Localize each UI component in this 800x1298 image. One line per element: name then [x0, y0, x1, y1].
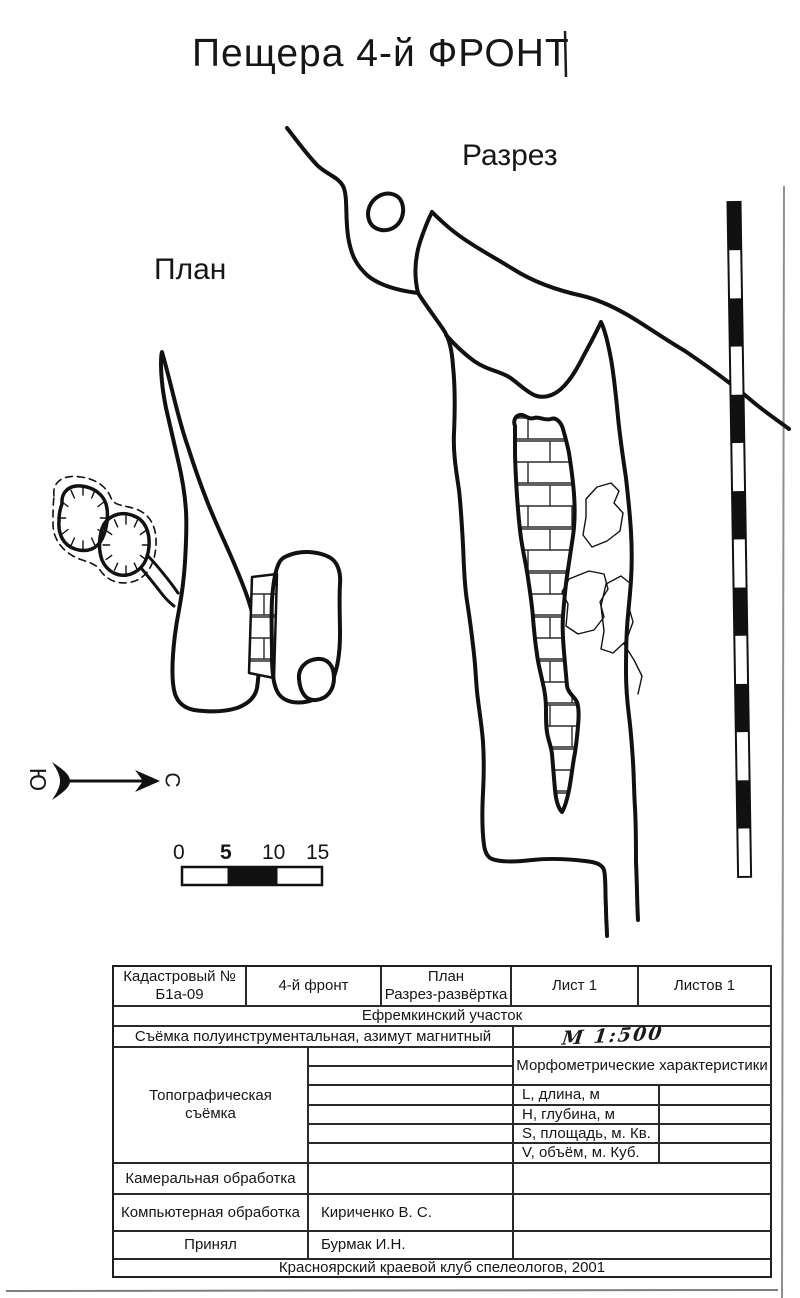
- breakdown-block: [583, 483, 623, 547]
- morpho-value-volume: [660, 1144, 770, 1164]
- plan-small-oval-block: [299, 659, 334, 700]
- morpho-value-area: [660, 1125, 770, 1144]
- morpho-value-depth: [660, 1106, 770, 1125]
- scale-tick-0: 0: [173, 841, 185, 864]
- area-cell: Ефремкинский участок: [114, 1007, 770, 1027]
- vertical-scale-bar: [728, 202, 752, 877]
- topo-line2: съёмка: [185, 1105, 236, 1122]
- section-boulder-blob: [368, 194, 403, 231]
- computer-processing-extra: [514, 1195, 770, 1232]
- north-letter: [160, 768, 184, 792]
- morpho-header-cell: Морфометрические характеристики: [514, 1048, 770, 1086]
- survey-method-cell: Съёмка полуинструментальная, азимут магнитный: [114, 1027, 514, 1048]
- north-arrow-fletching: [52, 762, 70, 800]
- scale-tick-15: 15: [306, 841, 330, 864]
- cave-name-cell: 4-й фронт: [247, 967, 382, 1007]
- surveyor-blank-row: [309, 1086, 514, 1106]
- section-entrance-edge: [416, 212, 432, 293]
- plan-drawing: [53, 352, 340, 711]
- north-arrow: [52, 762, 160, 800]
- page-edge-artifact-right: [782, 186, 784, 1298]
- surveyor-blank-row: [309, 1144, 514, 1164]
- accepted-value: Бурмак И.Н.: [309, 1232, 514, 1260]
- horizontal-scale-bar: [182, 867, 322, 885]
- section-limestone-pillar: [514, 415, 578, 812]
- cadastre-label: Кадастровый №: [123, 968, 236, 986]
- view-line2: Разрез-развёртка: [384, 986, 508, 1003]
- section-left-wall-and-floor: [418, 293, 607, 936]
- entrance-connecting-passage: [141, 568, 174, 606]
- sheet-cell: Лист 1: [512, 967, 639, 1007]
- cadastre-value: Б1а-09: [155, 986, 204, 1003]
- morpho-label-length: L, длина, м: [514, 1086, 660, 1106]
- section-drawing: [287, 128, 789, 936]
- south-letter: [25, 766, 52, 793]
- surveyor-blank-row: [309, 1048, 514, 1067]
- morpho-label-depth: Н, глубина, м: [514, 1106, 660, 1125]
- topo-survey-cell: [114, 1048, 309, 1164]
- views-cell: [382, 967, 512, 1007]
- accepted-extra: [514, 1232, 770, 1260]
- title-block-table: [112, 965, 772, 1278]
- plan-main-passage: [161, 352, 259, 711]
- entrance-connecting-passage: [147, 555, 178, 593]
- accepted-cell: Принял: [114, 1232, 309, 1260]
- sheets-total-cell: Листов 1: [639, 967, 770, 1007]
- topo-line1: Топографическая: [149, 1087, 272, 1105]
- cadastre-cell: [114, 967, 247, 1007]
- surveyor-blank-row: [309, 1106, 514, 1125]
- south-letter-glyph: Ю: [25, 767, 52, 792]
- surveyor-blank-row: [309, 1067, 514, 1086]
- plan-label: План: [154, 253, 227, 286]
- page-title: Пещера 4-й ФРОНТ: [192, 32, 570, 75]
- scale-tick-10: 10: [262, 841, 286, 864]
- morpho-label-volume: V, объём, м. Куб.: [514, 1144, 660, 1164]
- handwritten-scale: М 1:500: [560, 1022, 665, 1051]
- section-surface-line-left: [287, 128, 418, 293]
- office-processing-cell: Камеральная обработка: [114, 1164, 309, 1195]
- section-label: Разрез: [462, 139, 558, 172]
- office-processing-value: [309, 1164, 514, 1195]
- morpho-label-area: S, площадь, м. Кв.: [514, 1125, 660, 1144]
- morpho-value-length: [660, 1086, 770, 1106]
- page-edge-artifact-bottom: [6, 1290, 778, 1291]
- computer-processing-value: Кириченко В. С.: [309, 1195, 514, 1232]
- scale-tick-5: 5: [220, 841, 232, 864]
- computer-processing-cell: Компьютерная обработка: [114, 1195, 309, 1232]
- view-line1: План: [427, 968, 465, 986]
- scale-note-cell: [514, 1022, 770, 1051]
- club-footer-cell: Красноярский краевой клуб спелеологов, 2001: [278, 1259, 606, 1277]
- north-letter-glyph: С: [160, 772, 184, 788]
- office-processing-extra: [514, 1164, 770, 1195]
- surveyor-blank-row: [309, 1125, 514, 1144]
